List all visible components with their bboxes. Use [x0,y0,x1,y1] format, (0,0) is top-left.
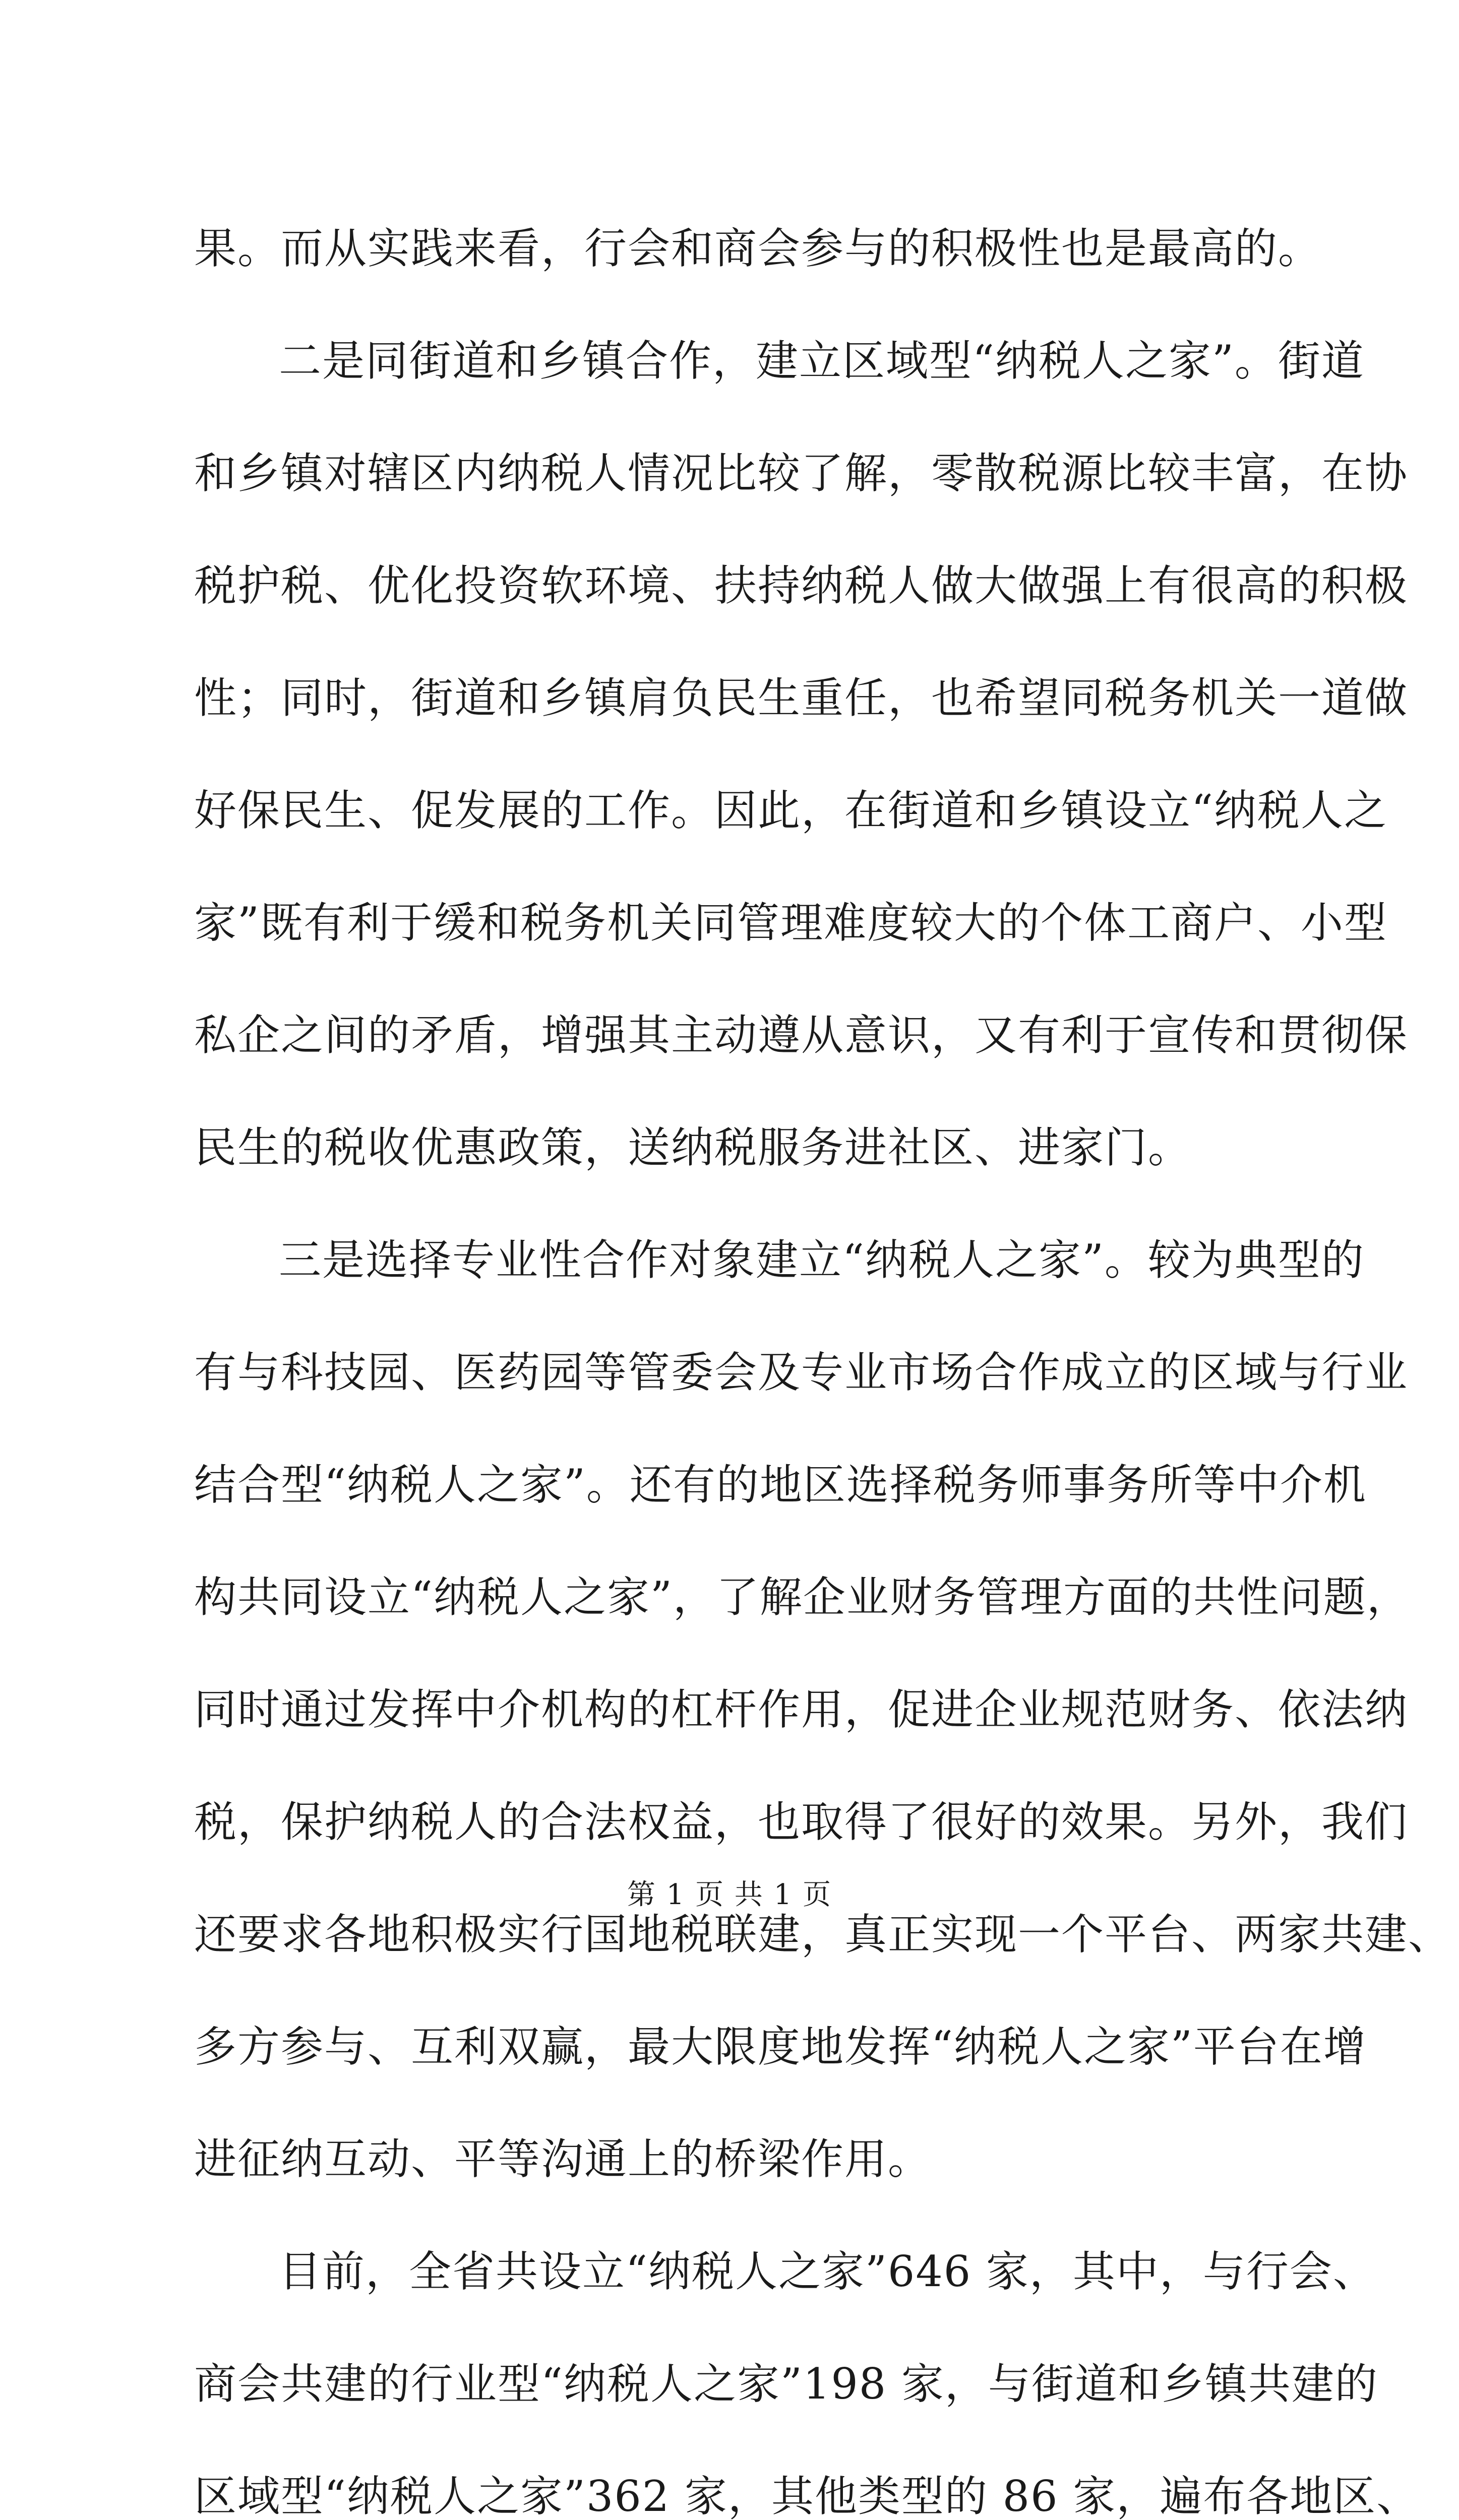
text-line: 商会共建的行业型“纳税人之家”198 家，与街道和乡镇共建的 [194,2359,1378,2409]
text-line: 二是同街道和乡镇合作，建立区域型“纳税人之家”。街道 [279,336,1365,386]
page-number-label: 第 1 页 共 1 页 [627,1878,832,1911]
text-line: 目前，全省共设立“纳税人之家”646 家，其中，与行会、 [279,2247,1376,2296]
text-line: 和乡镇对辖区内纳税人情况比较了解，零散税源比较丰富，在协 [194,449,1409,498]
text-line: 进征纳互动、平等沟通上的桥梁作用。 [194,2134,932,2184]
text-line: 多方参与、互利双赢，最大限度地发挥“纳税人之家”平台在增 [194,2022,1367,2071]
text-line: 果。而从实践来看，行会和商会参与的积极性也是最高的。 [194,224,1322,273]
text-line: 税，保护纳税人的合法权益，也取得了很好的效果。另外，我们 [194,1797,1409,1847]
document-body [194,193,1452,2520]
text-line: 有与科技园、医药园等管委会及专业市场合作成立的区域与行业 [194,1348,1409,1397]
text-line: 同时通过发挥中介机构的杠杆作用，促进企业规范财务、依法纳 [194,1685,1409,1734]
page-footer [0,1872,1459,1913]
text-line: 区域型“纳税人之家”362 家，其他类型的 86 家，遍布各地区、 [194,2472,1420,2520]
text-line: 还要求各地积极实行国地税联建，真正实现一个平台、两家共建、 [194,1910,1452,1959]
text-line: 民生的税收优惠政策，送纳税服务进社区、进家门。 [194,1123,1192,1172]
text-line: 好保民生、促发展的工作。因此，在街道和乡镇设立“纳税人之 [194,786,1387,835]
text-line: 结合型“纳税人之家”。还有的地区选择税务师事务所等中介机 [194,1460,1367,1509]
text-line: 税护税、优化投资软环境、扶持纳税人做大做强上有很高的积极 [194,561,1409,610]
text-line: 性；同时，街道和乡镇肩负民生重任，也希望同税务机关一道做 [194,673,1409,723]
text-line: 三是选择专业性合作对象建立“纳税人之家”。较为典型的 [279,1235,1365,1285]
text-line: 家”既有利于缓和税务机关同管理难度较大的个体工商户、小型 [194,898,1387,948]
text-line: 私企之间的矛盾，增强其主动遵从意识，又有利于宣传和贯彻保 [194,1011,1409,1060]
text-line: 构共同设立“纳税人之家”，了解企业财务管理方面的共性问题， [194,1572,1410,1622]
